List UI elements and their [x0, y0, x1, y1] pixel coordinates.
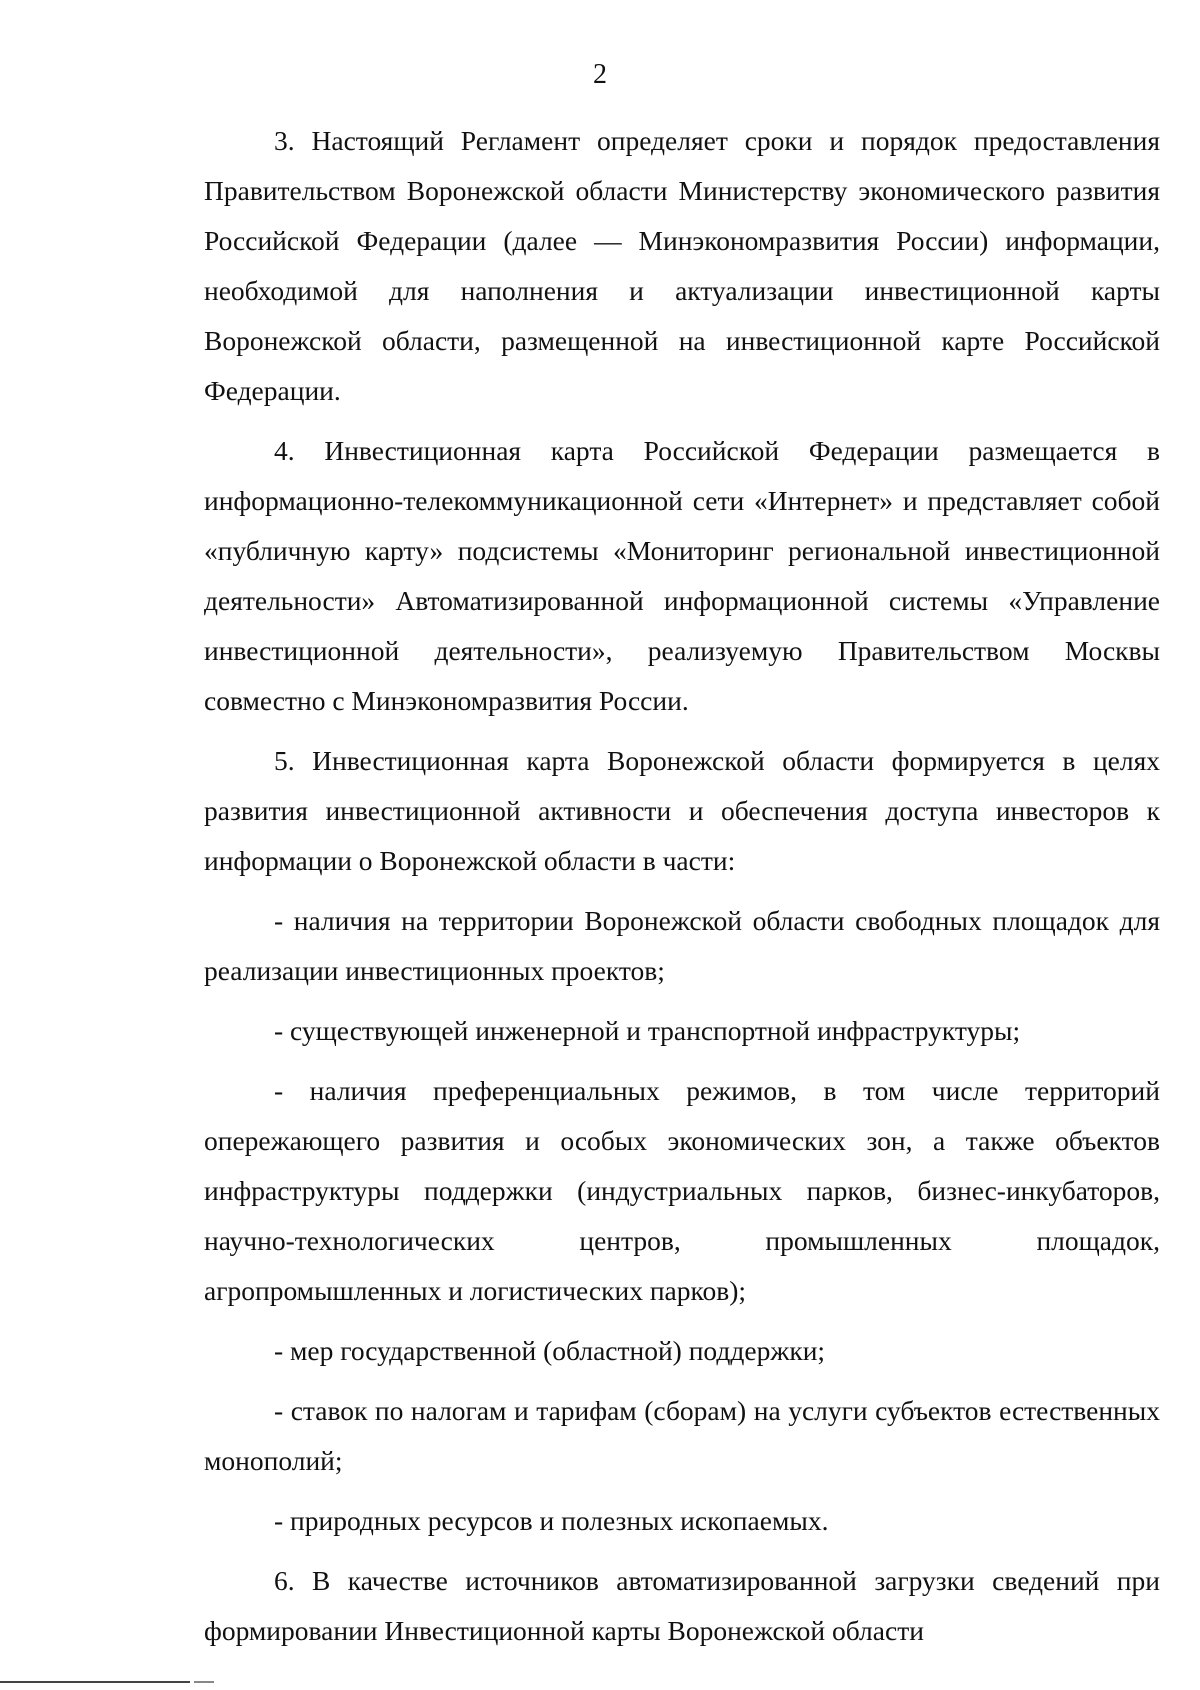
list-item-free-sites: - наличия на территории Воронежской области свободных площадок для реализации инвестиционных проектов; — [204, 905, 1160, 986]
document-body — [204, 116, 1160, 1656]
list-item-natural-resources: - природных ресурсов и полезных ископаемых. — [274, 1505, 829, 1536]
paragraph-3: 3. Настоящий Регламент определяет сроки и порядок предоставления Правительством Воронежской области Министерству экономического развития Российской Федерации (далее — Минэкономразвития России) информации, необходимой для наполнения и актуализации инвестиционной карты Воронежской области, размещенной на инвестиционной карте Российской Федерации. — [204, 125, 1160, 406]
paragraph-5: 5. Инвестиционная карта Воронежской области формируется в целях развития инвестиционной активности и обеспечения доступа инвесторов к информации о Воронежской области в части: — [204, 745, 1160, 876]
list-item-state-support: - мер государственной (областной) поддержки; — [274, 1335, 826, 1366]
list-item-preferential-regimes: - наличия преференциальных режимов, в том числе территорий опережающего развития и особых экономических зон, а также объектов инфраструктуры поддержки (индустриальных парков, бизнес-инкубаторов, научно-технологических центров, промышленных площадок, агропромышленных и логистических парков); — [204, 1075, 1160, 1306]
page-number: 2 — [593, 59, 607, 90]
footer-rule — [0, 1681, 190, 1683]
paragraph-6: 6. В качестве источников автоматизированной загрузки сведений при формировании Инвестиционной карты Воронежской области — [204, 1565, 1160, 1646]
footer-rule-fragment — [194, 1681, 214, 1683]
paragraph-4: 4. Инвестиционная карта Российской Федерации размещается в информационно-телекоммуникационной сети «Интернет» и представляет собой «публичную карту» подсистемы «Мониторинг региональной инвестиционной деятельности» Автоматизированной информационной системы «Управление инвестиционной деятельности», реализуемую Правительством Москвы совместно с Минэкономразвития России. — [204, 435, 1160, 716]
list-item-tax-rates: - ставок по налогам и тарифам (сборам) на услуги субъектов естественных монополий; — [204, 1395, 1160, 1476]
list-item-infrastructure: - существующей инженерной и транспортной инфраструктуры; — [274, 1015, 1021, 1046]
